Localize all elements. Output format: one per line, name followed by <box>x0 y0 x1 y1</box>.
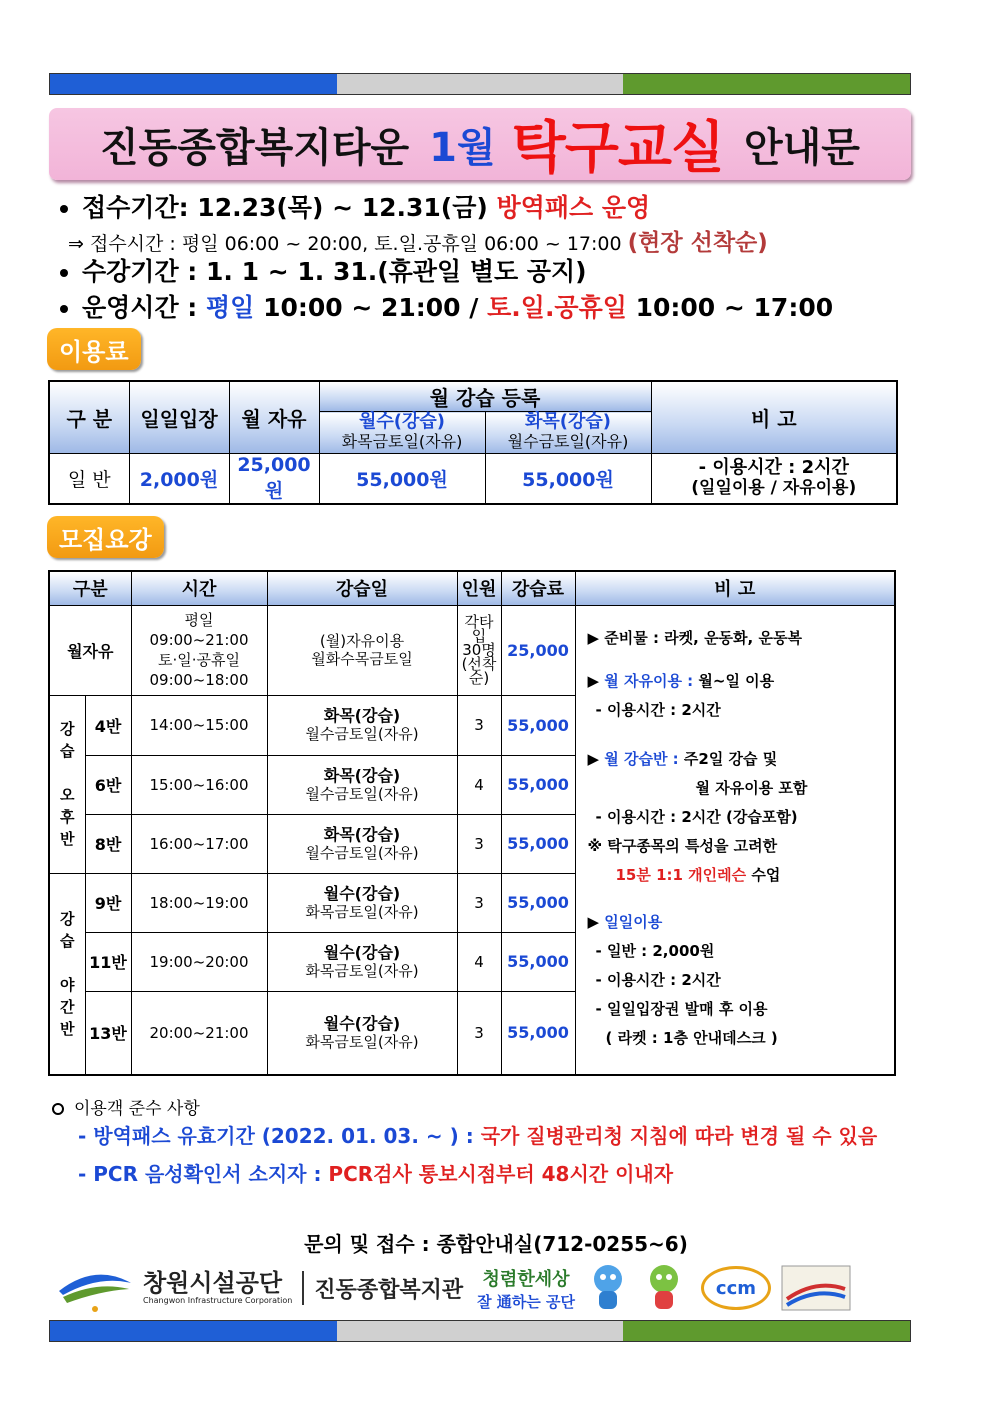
circle-bullet-icon <box>52 1103 64 1115</box>
class-time: 19:00~20:00 <box>131 932 267 991</box>
title-program: 탁구교실 <box>511 116 725 181</box>
class-capacity: 3 <box>457 695 501 755</box>
class-table <box>48 570 896 1076</box>
fee-row-label: 일 반 <box>49 453 129 504</box>
top-color-bar <box>49 73 911 95</box>
class-fee: 55,000 <box>501 755 575 814</box>
operation-hours: 운영시간 : 평일 10:00 ~ 21:00 / 토.일.공휴일 10:00 ~ 17:00 <box>60 288 833 324</box>
rule-vaccine-pass: - 방역패스 유효기간 (2022. 01. 03. ~ ) : 국가 질병관리청 지침에 따라 변경 될 수 있음 <box>78 1124 878 1148</box>
class-ban: 13반 <box>85 991 131 1075</box>
fee-header-tt: 화목(강습) 월수금토일(자유) <box>485 412 651 454</box>
class-ban: 11반 <box>85 932 131 991</box>
class-ban: 9반 <box>85 873 131 932</box>
class-fee: 55,000 <box>501 932 575 991</box>
free-capacity: 각타입 30명 (선착 순) <box>457 605 501 695</box>
corporation-logo-icon <box>55 1261 135 1315</box>
mascot-green-icon <box>641 1261 687 1315</box>
fee-header-monthly: 월 자유 <box>229 381 319 453</box>
class-time: 20:00~21:00 <box>131 991 267 1075</box>
class-days: 월수(강습) 화목금토일(자유) <box>267 873 457 932</box>
class-header-days: 강습일 <box>267 571 457 605</box>
fee-monthly-price: 25,000원 <box>229 453 319 504</box>
class-capacity: 3 <box>457 814 501 873</box>
title-notice: 안내문 <box>744 124 860 171</box>
class-header-fee: 강습료 <box>501 571 575 605</box>
fee-header-daily: 일일입장 <box>129 381 229 453</box>
rule-pcr: - PCR 음성확인서 소지자 : PCR검사 통보시점부터 48시간 이내자 <box>78 1162 674 1186</box>
class-header-remark: 비 고 <box>575 571 895 605</box>
ccm-logo-icon: ccm <box>701 1266 771 1310</box>
fee-daily-price: 2,000원 <box>129 453 229 504</box>
contact-info: 문의 및 접수 : 종합안내실(712-0255~6) <box>304 1232 688 1256</box>
title-month: 1월 <box>429 124 496 171</box>
group-evening: 강 습 야 간 반 <box>49 873 85 1075</box>
reception-hours: ⇒ 접수시간 : 평일 06:00 ~ 20:00, 토.일.공휴일 06:00 ~ 17:00 (현장 선착순) <box>68 230 768 256</box>
class-days: 월수(강습) 화목금토일(자유) <box>267 991 457 1075</box>
rules-heading: 이용객 준수 사항 <box>52 1094 200 1119</box>
class-fee: 55,000 <box>501 991 575 1075</box>
fee-header-category: 구 분 <box>49 381 129 453</box>
class-ban: 8반 <box>85 814 131 873</box>
free-days: (월)자유이용 월화수목금토일 <box>267 605 457 695</box>
page-title <box>49 108 911 180</box>
bullet-icon <box>60 269 68 277</box>
class-time: 15:00~16:00 <box>131 755 267 814</box>
class-header-capacity: 인원 <box>457 571 501 605</box>
section-fee-tag: 이용료 <box>47 328 141 370</box>
footer-divider <box>302 1271 304 1305</box>
class-fee: 55,000 <box>501 814 575 873</box>
class-fee: 55,000 <box>501 873 575 932</box>
class-days: 월수(강습) 화목금토일(자유) <box>267 932 457 991</box>
class-time: 16:00~17:00 <box>131 814 267 873</box>
class-ban: 6반 <box>85 755 131 814</box>
class-days: 화목(강습) 월수금토일(자유) <box>267 695 457 755</box>
vaccine-pass-note: 방역패스 운영 <box>496 193 651 222</box>
group-afternoon: 강 습 오 후 반 <box>49 695 85 873</box>
title-venue: 진동종합복지타운 <box>100 124 410 171</box>
class-time: 18:00~19:00 <box>131 873 267 932</box>
class-days: 화목(강습) 월수금토일(자유) <box>267 755 457 814</box>
fee-header-remark: 비 고 <box>651 381 897 453</box>
section-recruit-tag: 모집요강 <box>47 516 164 558</box>
bullet-icon <box>60 205 68 213</box>
class-capacity: 3 <box>457 873 501 932</box>
class-capacity: 4 <box>457 932 501 991</box>
class-days: 화목(강습) 월수금토일(자유) <box>267 814 457 873</box>
class-notes: ▶ 준비물 : 라켓, 운동화, 운동복 ▶ 월 자유이용 : 월~일 이용 - 이용시간 : 2시간 ▶ 월 강습반 : 주2일 강습 및 월 자유이용 포함 - 이용시간 : 2시간 (강습포함) ※ 탁구종목의 특성을 고려한 15분 1:1 개인레슨 수업 ▶ 일일이용 - 일반 : 2,000원 - 이용시간 : 2시간 - 일일입장권 발매 후 이용 ( 라켓 : 1층 안내데스크 ) <box>575 605 895 1075</box>
class-ban: 4반 <box>85 695 131 755</box>
course-period: 수강기간 : 1. 1 ~ 1. 31.(휴관일 별도 공지) <box>60 252 587 288</box>
fee-header-lesson: 월 강습 등록 <box>319 381 651 412</box>
class-header-time: 시간 <box>131 571 267 605</box>
welfare-center-name: 진동종합복지관 <box>314 1277 464 1303</box>
mascot-blue-icon <box>585 1261 631 1315</box>
class-header-category: 구분 <box>49 571 131 605</box>
footer-logos <box>55 1260 925 1316</box>
bottom-color-bar <box>49 1320 911 1342</box>
class-capacity: 3 <box>457 991 501 1075</box>
certification-badge-icon <box>781 1265 851 1311</box>
reception-period: 접수기간: 12.23(목) ~ 12.31(금) 방역패스 운영 <box>60 188 650 224</box>
corporation-name: 창원시설공단 Changwon Infrastructure Corporation <box>143 1269 293 1305</box>
class-capacity: 4 <box>457 755 501 814</box>
slogan: 청렴한세상 잘 通하는 공단 <box>477 1268 575 1311</box>
fee-table <box>48 380 898 505</box>
class-time: 14:00~15:00 <box>131 695 267 755</box>
first-come-note: (현장 선착순) <box>627 230 768 256</box>
fee-mw-price: 55,000원 <box>319 453 485 504</box>
free-label: 월자유 <box>49 605 131 695</box>
free-time: 평일 09:00~21:00 토·일·공휴일 09:00~18:00 <box>131 605 267 695</box>
class-fee: 55,000 <box>501 695 575 755</box>
free-fee: 25,000 <box>501 605 575 695</box>
fee-header-mw: 월수(강습) 화목금토일(자유) <box>319 412 485 454</box>
fee-remark: - 이용시간 : 2시간 (일일이용 / 자유이용) <box>651 453 897 504</box>
fee-tt-price: 55,000원 <box>485 453 651 504</box>
bullet-icon <box>60 305 68 313</box>
